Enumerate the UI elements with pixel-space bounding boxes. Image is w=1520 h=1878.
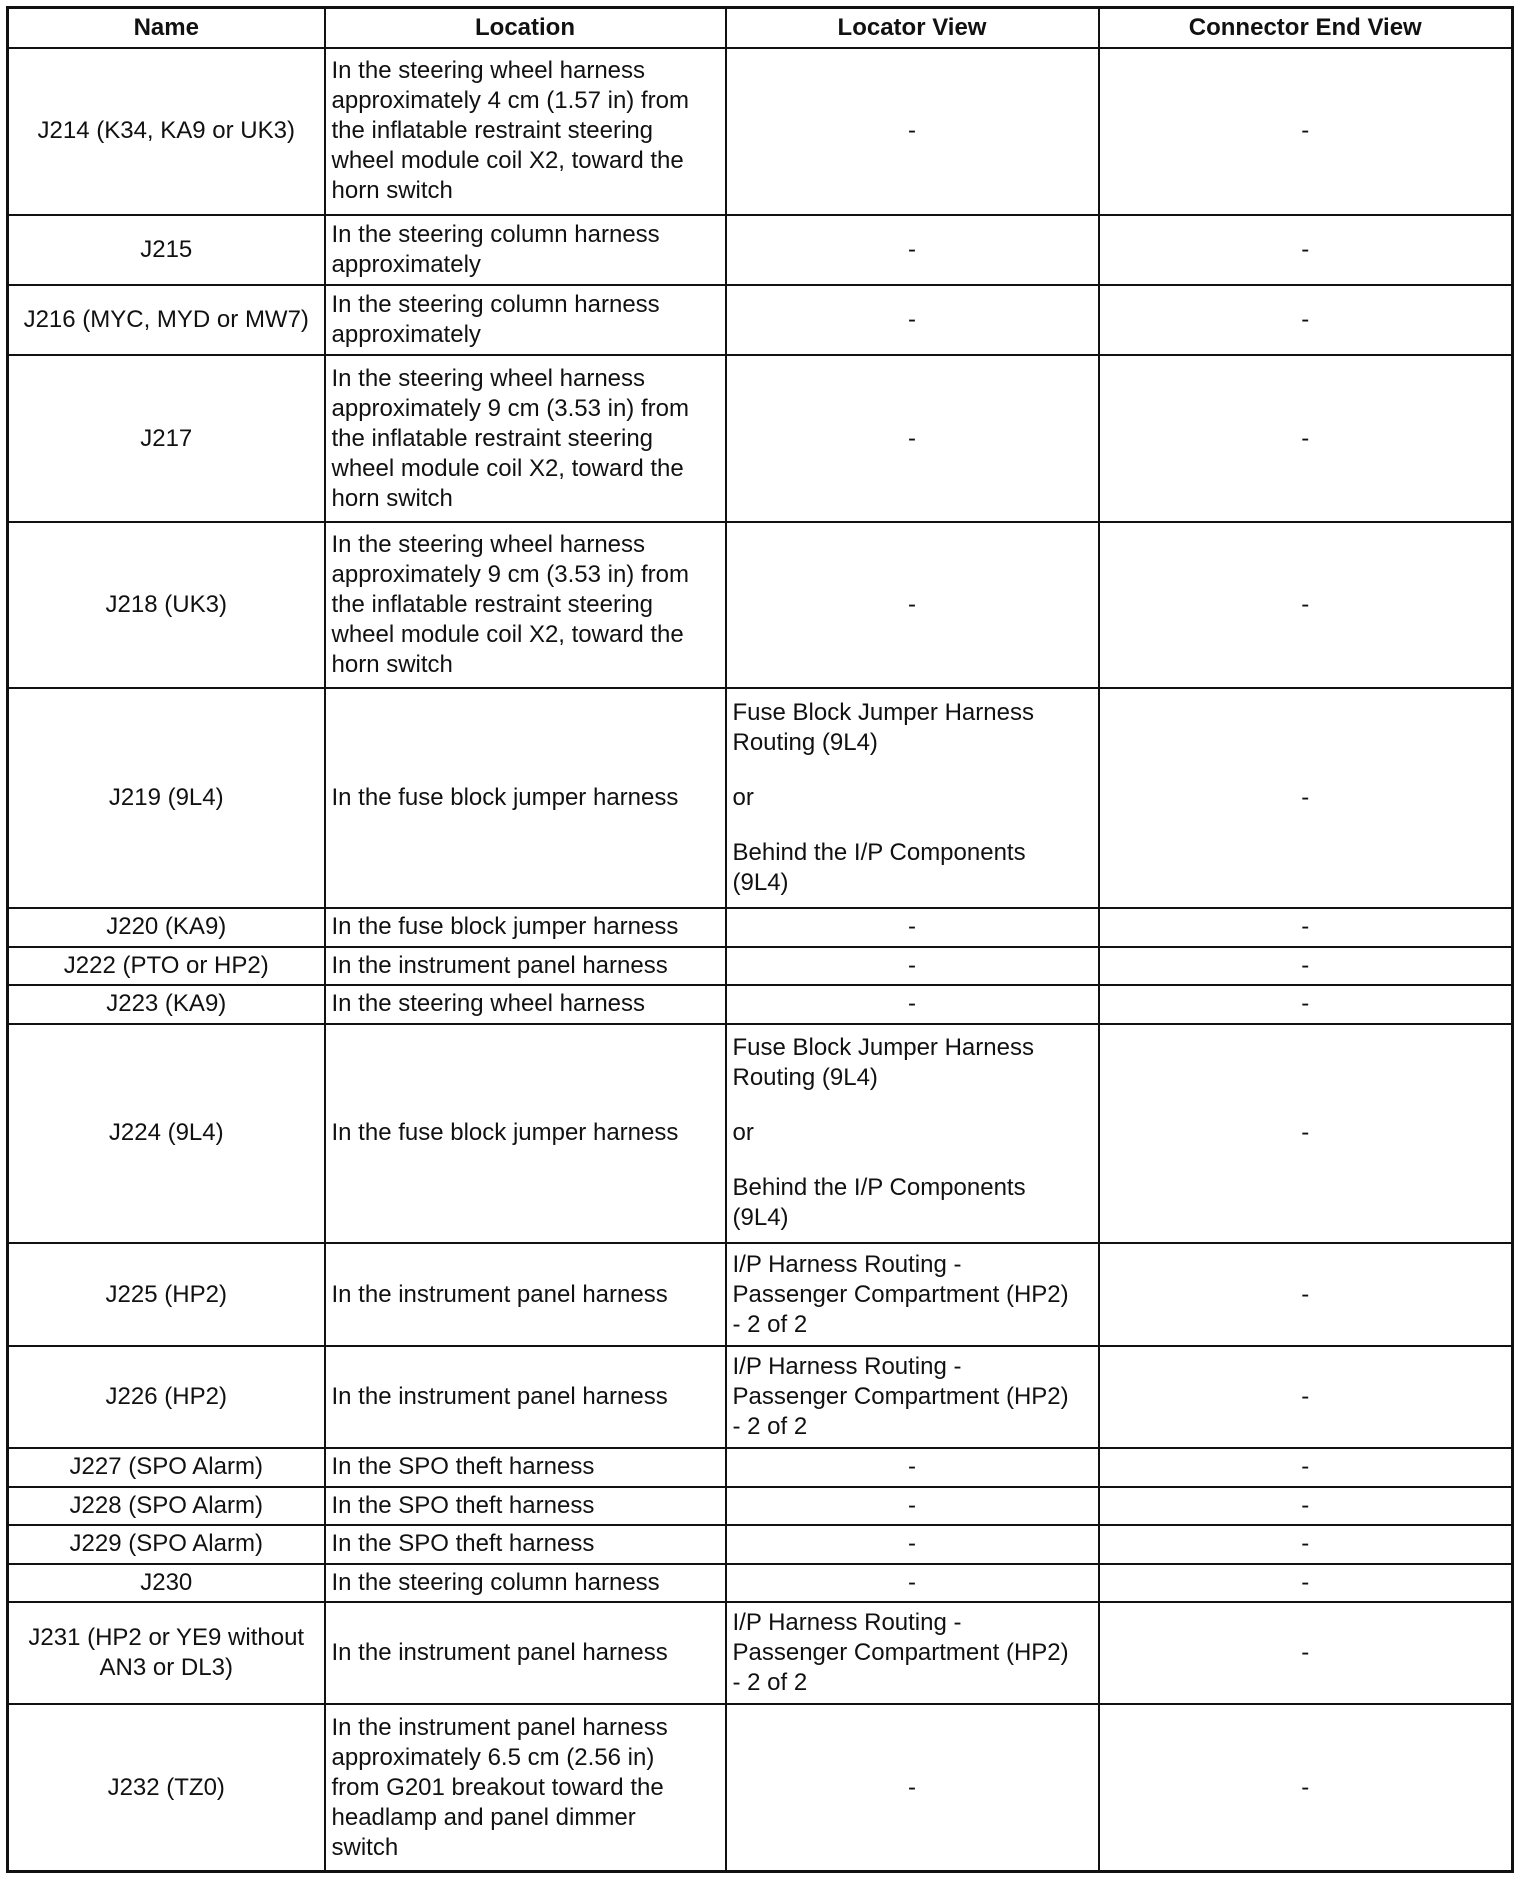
cell-connector-end-view: - xyxy=(1099,985,1513,1023)
cell-line: Fuse Block Jumper Harness xyxy=(732,1034,1034,1062)
table-row xyxy=(8,1525,1513,1563)
cell-line: Fuse Block Jumper Harness xyxy=(732,699,1034,727)
cell-locator-view xyxy=(726,48,1099,215)
cell-line: approximately 4 cm (1.57 in) from xyxy=(331,87,689,115)
cell-name xyxy=(8,688,325,908)
cell-line: In the steering wheel harness xyxy=(331,990,646,1018)
cell-line: Passenger Compartment (HP2) xyxy=(732,1383,1069,1411)
cell-line: Routing (9L4) xyxy=(732,1064,878,1092)
table-row xyxy=(8,985,1513,1023)
cell-line: In the steering wheel harness xyxy=(331,531,646,559)
cell-line: the inflatable restraint steering xyxy=(331,117,654,145)
cell-line: horn switch xyxy=(331,651,453,679)
cell-connector-end-view: - xyxy=(1099,1525,1513,1563)
cell-line: J222 (PTO or HP2) xyxy=(63,951,269,979)
cell-locator-view xyxy=(726,355,1099,522)
table-row xyxy=(8,1024,1513,1244)
table-row xyxy=(8,908,1513,946)
cell-connector-end-view: - xyxy=(1099,1024,1513,1244)
cell-line: J232 (TZ0) xyxy=(107,1773,225,1801)
cell-name xyxy=(8,985,325,1023)
cell-line: In the instrument panel harness xyxy=(331,1383,668,1411)
cell-line: - xyxy=(908,1773,916,1801)
cell-name xyxy=(8,1704,325,1871)
cell-location xyxy=(325,355,726,522)
cell-line: Routing (9L4) xyxy=(732,729,878,757)
cell-line: or xyxy=(732,784,754,812)
cell-name xyxy=(8,1487,325,1525)
cell-line: J231 (HP2 or YE9 without xyxy=(28,1624,305,1652)
cell-location xyxy=(325,985,726,1023)
cell-line: (9L4) xyxy=(732,1204,789,1232)
cell-line: J228 (SPO Alarm) xyxy=(69,1491,263,1519)
cell-connector-end-view: - xyxy=(1099,355,1513,522)
cell-line: approximately 9 cm (3.53 in) from xyxy=(331,561,689,589)
table-row xyxy=(8,1602,1513,1704)
cell-name xyxy=(8,215,325,285)
cell-line: In the instrument panel harness xyxy=(331,1713,668,1741)
cell-location xyxy=(325,1564,726,1602)
table-row xyxy=(8,215,1513,285)
cell-name xyxy=(8,908,325,946)
cell-line: - 2 of 2 xyxy=(732,1310,808,1338)
cell-line: J229 (SPO Alarm) xyxy=(69,1530,263,1558)
cell-line: In the steering column harness xyxy=(331,291,660,319)
line-gap xyxy=(733,1148,1092,1173)
cell-line: - xyxy=(908,424,916,452)
cell-line: headlamp and panel dimmer xyxy=(331,1803,636,1831)
cell-location xyxy=(325,947,726,985)
cell-line: J223 (KA9) xyxy=(106,990,227,1018)
line-gap xyxy=(733,813,1092,838)
cell-line: J214 (K34, KA9 or UK3) xyxy=(37,117,295,145)
table-row xyxy=(8,947,1513,985)
cell-line: - xyxy=(908,1568,916,1596)
cell-name xyxy=(8,1525,325,1563)
cell-location xyxy=(325,1024,726,1244)
cell-line: AN3 or DL3) xyxy=(99,1654,233,1682)
cell-line: approximately xyxy=(331,321,481,349)
cell-location xyxy=(325,1346,726,1448)
cell-name xyxy=(8,1448,325,1486)
cell-line: wheel module coil X2, toward the xyxy=(331,147,684,175)
cell-line: J225 (HP2) xyxy=(105,1280,227,1308)
table-row xyxy=(8,285,1513,355)
cell-locator-view xyxy=(726,947,1099,985)
cell-line: In the instrument panel harness xyxy=(331,1280,668,1308)
cell-line: Passenger Compartment (HP2) xyxy=(732,1280,1069,1308)
cell-locator-view xyxy=(726,1448,1099,1486)
cell-location xyxy=(325,1243,726,1345)
cell-location xyxy=(325,48,726,215)
cell-name xyxy=(8,947,325,985)
cell-locator-view xyxy=(726,985,1099,1023)
table-row xyxy=(8,522,1513,689)
cell-line: In the fuse block jumper harness xyxy=(331,784,679,812)
cell-location xyxy=(325,908,726,946)
cell-location xyxy=(325,1525,726,1563)
cell-locator-view xyxy=(726,1243,1099,1345)
cell-locator-view xyxy=(726,1704,1099,1871)
cell-location xyxy=(325,1487,726,1525)
cell-connector-end-view: - xyxy=(1099,522,1513,689)
cell-locator-view xyxy=(726,1024,1099,1244)
cell-name xyxy=(8,1243,325,1345)
cell-line: J224 (9L4) xyxy=(108,1119,224,1147)
cell-line: horn switch xyxy=(331,484,453,512)
cell-connector-end-view: - xyxy=(1099,1564,1513,1602)
cell-connector-end-view: - xyxy=(1099,1243,1513,1345)
line-gap xyxy=(733,1093,1092,1118)
cell-line: J227 (SPO Alarm) xyxy=(69,1453,263,1481)
cell-location xyxy=(325,1704,726,1871)
table-body xyxy=(8,48,1513,1872)
cell-location xyxy=(325,1602,726,1704)
cell-connector-end-view: - xyxy=(1099,48,1513,215)
cell-connector-end-view: - xyxy=(1099,215,1513,285)
cell-line: approximately 6.5 cm (2.56 in) xyxy=(331,1743,655,1771)
cell-line: - xyxy=(908,306,916,334)
cell-line: In the instrument panel harness xyxy=(331,951,668,979)
cell-locator-view xyxy=(726,908,1099,946)
cell-line: J226 (HP2) xyxy=(105,1383,227,1411)
cell-line: - xyxy=(908,1453,916,1481)
cell-line: J215 xyxy=(140,235,193,263)
cell-line: wheel module coil X2, toward the xyxy=(331,621,684,649)
cell-line: In the instrument panel harness xyxy=(331,1639,668,1667)
table-row xyxy=(8,1346,1513,1448)
table-row xyxy=(8,355,1513,522)
cell-name xyxy=(8,1346,325,1448)
cell-locator-view xyxy=(726,1525,1099,1563)
cell-line: In the steering wheel harness xyxy=(331,57,646,85)
cell-name xyxy=(8,1024,325,1244)
cell-line: In the SPO theft harness xyxy=(331,1491,595,1519)
header-location: Location xyxy=(325,8,726,49)
cell-locator-view xyxy=(726,522,1099,689)
cell-locator-view xyxy=(726,688,1099,908)
cell-line: Passenger Compartment (HP2) xyxy=(732,1639,1069,1667)
cell-line: the inflatable restraint steering xyxy=(331,424,654,452)
cell-line: from G201 breakout toward the xyxy=(331,1773,664,1801)
cell-name xyxy=(8,522,325,689)
header-connector-end-view: Connector End View xyxy=(1099,8,1513,49)
cell-line: In the steering column harness xyxy=(331,220,660,248)
cell-line: - xyxy=(908,235,916,263)
cell-line: - xyxy=(908,951,916,979)
cell-connector-end-view: - xyxy=(1099,1704,1513,1871)
table-row xyxy=(8,48,1513,215)
cell-line: In the fuse block jumper harness xyxy=(331,1119,679,1147)
header-row xyxy=(8,8,1513,49)
cell-line: or xyxy=(732,1119,754,1147)
cell-locator-view xyxy=(726,1602,1099,1704)
cell-connector-end-view: - xyxy=(1099,1346,1513,1448)
connector-table-page xyxy=(6,6,1511,1873)
cell-connector-end-view: - xyxy=(1099,908,1513,946)
cell-location xyxy=(325,215,726,285)
cell-name xyxy=(8,48,325,215)
cell-line: J219 (9L4) xyxy=(108,784,224,812)
connector-table xyxy=(6,6,1514,1873)
cell-line: I/P Harness Routing - xyxy=(732,1353,962,1381)
cell-locator-view xyxy=(726,285,1099,355)
cell-name xyxy=(8,1564,325,1602)
cell-line: J220 (KA9) xyxy=(106,913,227,941)
cell-location xyxy=(325,1448,726,1486)
table-row xyxy=(8,1564,1513,1602)
table-row xyxy=(8,1243,1513,1345)
cell-connector-end-view: - xyxy=(1099,285,1513,355)
cell-line: In the steering wheel harness xyxy=(331,364,646,392)
line-gap xyxy=(733,758,1092,783)
cell-line: In the SPO theft harness xyxy=(331,1530,595,1558)
cell-locator-view xyxy=(726,1346,1099,1448)
cell-line: In the steering column harness xyxy=(331,1568,660,1596)
cell-line: Behind the I/P Components xyxy=(732,839,1026,867)
cell-connector-end-view: - xyxy=(1099,1602,1513,1704)
cell-line: In the SPO theft harness xyxy=(331,1453,595,1481)
cell-line: - xyxy=(908,990,916,1018)
table-row xyxy=(8,1704,1513,1871)
cell-line: approximately 9 cm (3.53 in) from xyxy=(331,394,689,422)
cell-line: approximately xyxy=(331,250,481,278)
cell-line: J230 xyxy=(140,1568,193,1596)
cell-line: (9L4) xyxy=(732,869,789,897)
cell-line: J216 (MYC, MYD or MW7) xyxy=(23,306,309,334)
cell-locator-view xyxy=(726,215,1099,285)
header-name: Name xyxy=(8,8,325,49)
cell-line: horn switch xyxy=(331,177,453,205)
cell-location xyxy=(325,522,726,689)
cell-name xyxy=(8,355,325,522)
cell-locator-view xyxy=(726,1487,1099,1525)
cell-line: wheel module coil X2, toward the xyxy=(331,454,684,482)
cell-name xyxy=(8,1602,325,1704)
cell-locator-view xyxy=(726,1564,1099,1602)
cell-line: - xyxy=(908,1530,916,1558)
cell-line: - xyxy=(908,591,916,619)
cell-connector-end-view: - xyxy=(1099,688,1513,908)
cell-line: In the fuse block jumper harness xyxy=(331,913,679,941)
header-locator-view: Locator View xyxy=(726,8,1099,49)
cell-line: I/P Harness Routing - xyxy=(732,1609,962,1637)
cell-connector-end-view: - xyxy=(1099,1487,1513,1525)
cell-location xyxy=(325,688,726,908)
cell-line: - xyxy=(908,117,916,145)
cell-line: - 2 of 2 xyxy=(732,1669,808,1697)
cell-line: I/P Harness Routing - xyxy=(732,1250,962,1278)
cell-name xyxy=(8,285,325,355)
cell-line: - xyxy=(908,913,916,941)
table-row xyxy=(8,688,1513,908)
cell-connector-end-view: - xyxy=(1099,947,1513,985)
cell-line: Behind the I/P Components xyxy=(732,1174,1026,1202)
cell-location xyxy=(325,285,726,355)
cell-line: J217 xyxy=(140,424,193,452)
cell-line: J218 (UK3) xyxy=(105,591,227,619)
cell-line: - 2 of 2 xyxy=(732,1413,808,1441)
table-row xyxy=(8,1487,1513,1525)
cell-line: the inflatable restraint steering xyxy=(331,591,654,619)
table-row xyxy=(8,1448,1513,1486)
cell-connector-end-view: - xyxy=(1099,1448,1513,1486)
cell-line: - xyxy=(908,1491,916,1519)
cell-line: switch xyxy=(331,1833,399,1861)
